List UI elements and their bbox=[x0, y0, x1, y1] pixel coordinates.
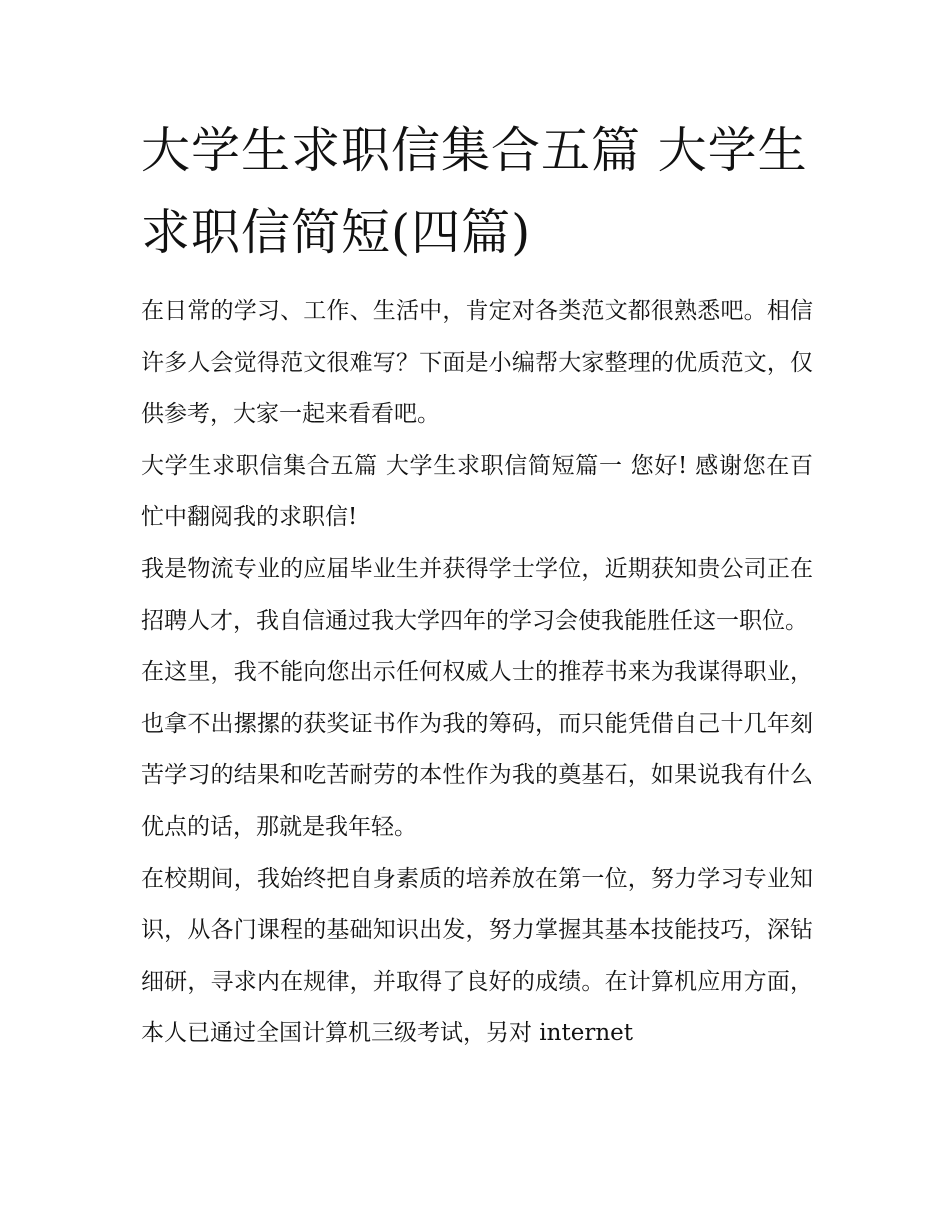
document-title: 大学生求职信集合五篇 大学生求职信简短(四篇) bbox=[141, 122, 808, 261]
document-body bbox=[141, 286, 813, 1060]
paragraph-self-statement: 在这里，我不能向您出示任何权威人士的推荐书来为我谋得职业，也拿不出摞摞的获奖证书作为我的筹码，而只能凭借自己十几年刻苦学习的结果和吃苦耐劳的本性作为我的奠基石，如果说我有什么优点的话，那就是我年轻。 bbox=[141, 659, 813, 840]
paragraph-intro: 在日常的学习、工作、生活中，肯定对各类范文都很熟悉吧。相信许多人会觉得范文很难写？下面是小编帮大家整理的优质范文，仅供参考，大家一起来看看吧。 bbox=[141, 298, 813, 428]
paragraph-greeting: 大学生求职信集合五篇 大学生求职信简短篇一 您好! 感谢您在百忙中翻阅我的求职信! bbox=[141, 452, 813, 531]
paragraph-school-period: 在校期间，我始终把自身素质的培养放在第一位，努力学习专业知识，从各门课程的基础知识出发，努力掌握其基本技能技巧，深钻细研，寻求内在规律，并取得了良好的成绩。在计算机应用方面，本人已通过全国计算机三级考试，另对 internet bbox=[141, 865, 813, 1047]
document-page bbox=[141, 110, 813, 1060]
paragraph-background: 我是物流专业的应届毕业生并获得学士学位，近期获知贵公司正在招聘人才，我自信通过我大学四年的学习会使我能胜任这一职位。 bbox=[141, 555, 813, 634]
